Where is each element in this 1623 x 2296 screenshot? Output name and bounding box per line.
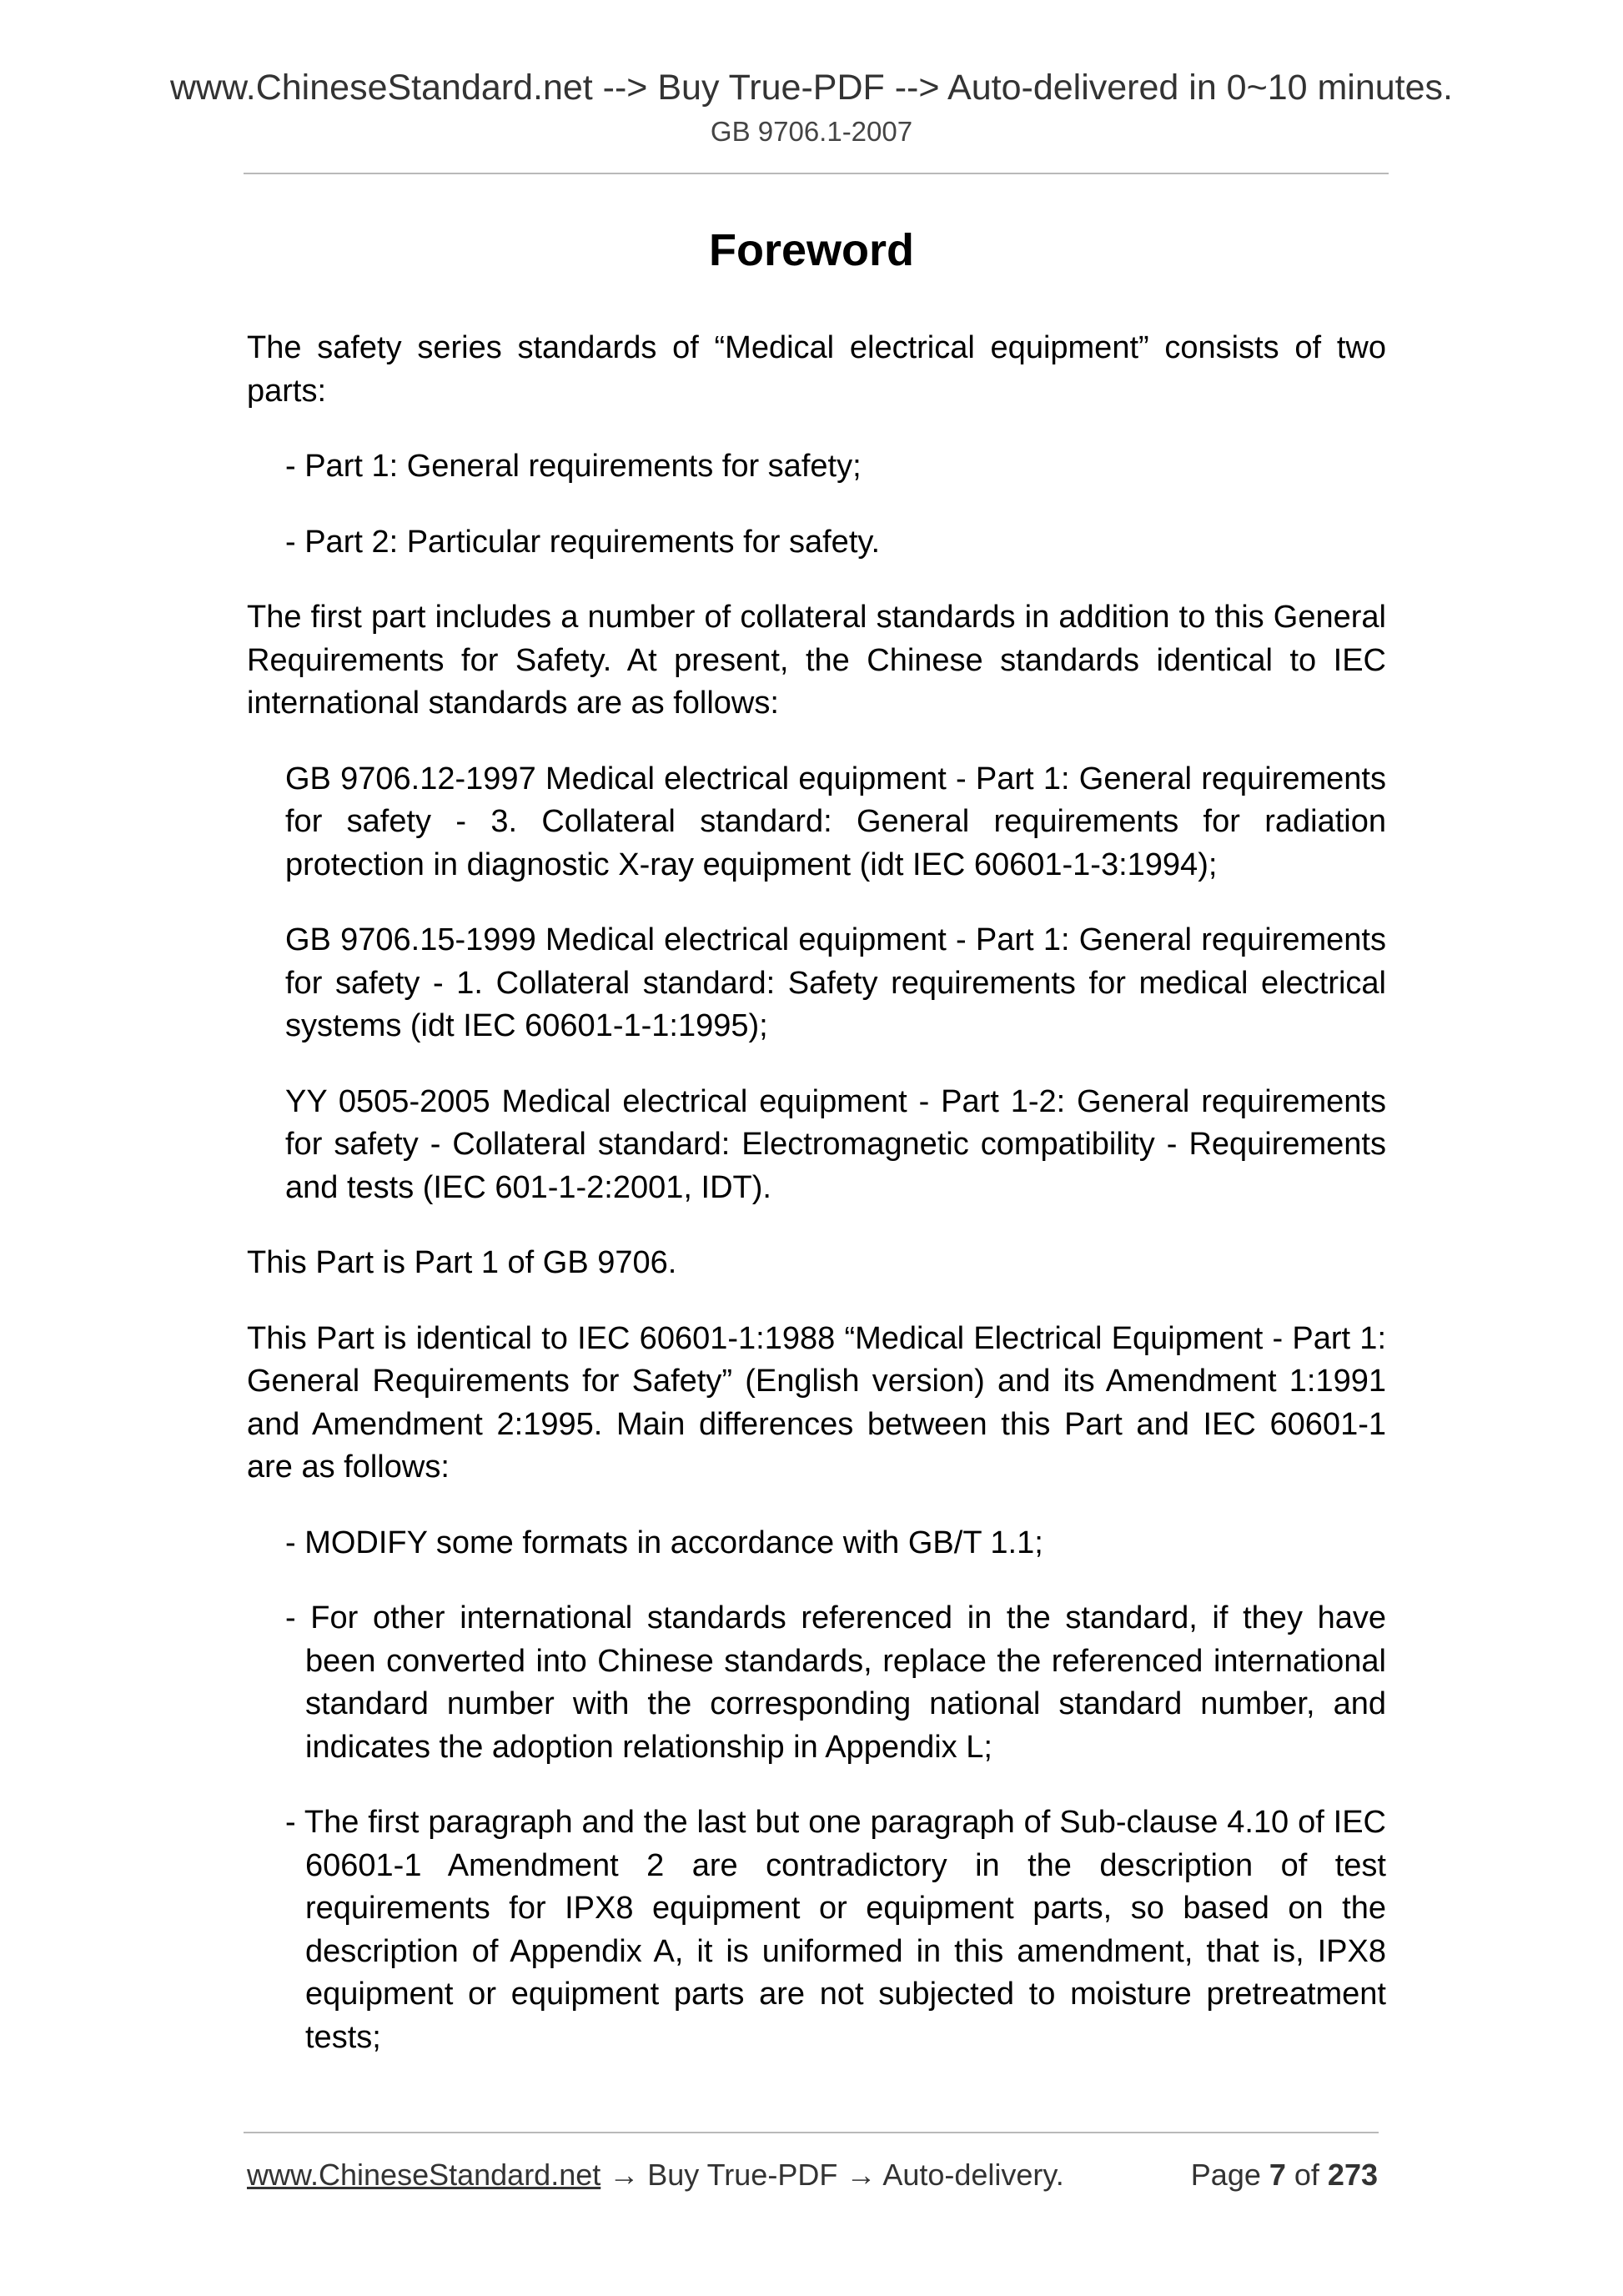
header-banner: www.ChineseStandard.net --> Buy True-PDF --> Auto-delivered in 0~10 minutes. (169, 68, 1453, 108)
footer-delivery-text: → Buy True-PDF → Auto-delivery. (600, 2158, 1064, 2192)
intro-paragraph: The safety series standards of “Medical electrical equipment” consists of two parts: (247, 330, 1386, 409)
header-divider (244, 173, 1389, 174)
footer-divider (244, 2132, 1379, 2133)
page-label: Page (1190, 2158, 1269, 2192)
page-title: Foreword (708, 225, 914, 275)
difference-item-1: - MODIFY some formats in accordance with GB/T 1.1; (285, 1525, 1043, 1560)
collateral-standard-2: GB 9706.15-1999 Medical electrical equipment - Part 1: General requirements for safety - 1. Collateral standard: Safety requirements for medical electrical systems (idt IEC 60601-1-1:1995); (285, 922, 1386, 1043)
footer-site-link[interactable]: www.ChineseStandard.net (247, 2158, 601, 2192)
of-label: of (1285, 2158, 1328, 2192)
list-item-part2: - Part 2: Particular requirements for safety. (285, 524, 881, 560)
foreword-body (247, 327, 1386, 2092)
this-part-paragraph: This Part is Part 1 of GB 9706. (247, 1245, 677, 1280)
page-indicator (1191, 2154, 1378, 2196)
difference-item-3: - The first paragraph and the last but one paragraph of Sub-clause 4.10 of IEC 60601-1 Amendment 2 are contradictory in the description of test requirements for IPX8 equipment or equipment parts, so based on the description of Appendix A, it is uniformed in this amendment, that is, IPX8 equipment or equipment parts are not subjected to moisture pretreatment tests; (285, 1805, 1386, 2055)
collateral-standard-1: GB 9706.12-1997 Medical electrical equipment - Part 1: General requirements for safety - 3. Collateral standard: General requirements for radiation protection in diagnostic X-ray equipment (idt IEC 60601-1-3:1994); (285, 761, 1386, 882)
list-item-part1: - Part 1: General requirements for safety; (285, 449, 862, 484)
page-footer (247, 2154, 1378, 2196)
difference-item-2: - For other international standards referenced in the standard, if they have been converted into Chinese standards, replace the referenced international standard number with the corresponding national standard number, and indicates the adoption relationship in Appendix L; (285, 1600, 1386, 1765)
collateral-intro-paragraph: The first part includes a number of collateral standards in addition to this General Requirements for Safety. At present, the Chinese standards identical to IEC international standards are as follows: (247, 600, 1386, 721)
collateral-standard-3: YY 0505-2005 Medical electrical equipment - Part 1-2: General requirements for safety - Collateral standard: Electromagnetic compatibility - Requirements and tests (IEC 601-1-2:2001, IDT). (285, 1083, 1386, 1205)
identical-paragraph: This Part is identical to IEC 60601-1:1988 “Medical Electrical Equipment - Part 1: General Requirements for Safety” (English version) and its Amendment 1:1991 and Amendment 2:1995. Main differences between this Part and IEC 60601-1 are as follows: (247, 1320, 1386, 1485)
standard-number: GB 9706.1-2007 (710, 116, 913, 147)
current-page-number: 7 (1269, 2158, 1286, 2192)
total-pages-number: 273 (1327, 2158, 1378, 2192)
